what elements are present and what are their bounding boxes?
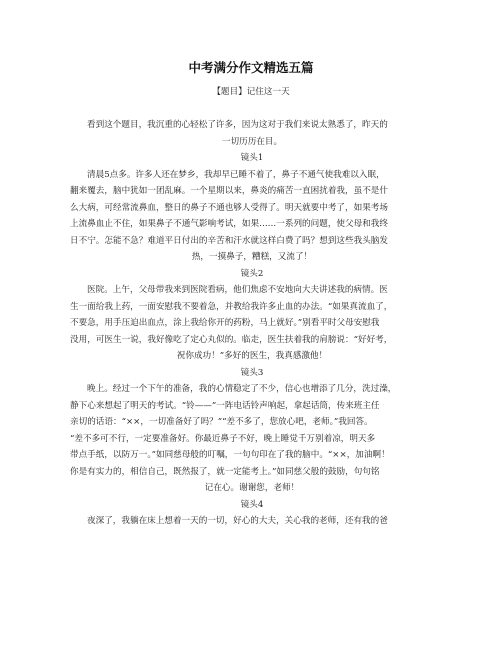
- paragraph-line: 翻来覆去，脑中犹如一团乱麻。一个星期以来，鼻炎的痛苦一直困扰着我，虽不是什: [70, 186, 388, 196]
- paragraph-line: 么大病，可经常流鼻血，整日的鼻子不通也够人受得了。明天就要中考了，如果考场: [70, 202, 388, 213]
- paragraph-line: 你是有实力的，相信自己，既然报了，就一定能考上。”如同慈父般的鼓励，句句铭: [70, 466, 380, 477]
- paragraph-line: 上流鼻血止不住，如果鼻子不通气影响考试，如果……一系列的问题，使父母和我终: [70, 219, 388, 229]
- paragraph-line: 亲切的话语：“××，一切准备好了吗？”“差不多了，您放心吧，老师。”我回答。: [70, 417, 373, 427]
- paragraph-line: 记在心。谢谢您，老师！: [204, 483, 300, 493]
- paragraph-line: 热，一摸鼻子，糟糕，又流了！: [191, 252, 313, 262]
- section-heading: 镜头4: [240, 499, 264, 510]
- paragraph-line: 生一面给我上药，一面安慰我不要着急，并教给我许多止血的办法。“如果真流血了，: [70, 301, 393, 312]
- document-title: 中考满分作文精选五篇: [188, 60, 314, 75]
- paragraph-line: 不要急，用手压迫出血点，涂上我给你开的药粉，马上就好。”别看平时父母安慰我: [70, 318, 380, 328]
- section-heading: 镜头2: [240, 268, 264, 279]
- paragraph-line: 祝你成功！”多好的医生，我真感激他！: [176, 351, 328, 361]
- document-subtitle: 【题目】记住这一天: [212, 87, 290, 97]
- paragraph-line: 一切历历在目。: [221, 136, 283, 147]
- paragraph-line: 没用，可医生一说，我好像吃了定心丸似的。临走，医生扶着我的肩膀说：“好好考，: [70, 334, 393, 345]
- document-body: [70, 117, 434, 530]
- paragraph-line: 夜深了，我躺在床上想着一天的一切，好心的大夫，关心我的老师，还有我的爸: [87, 516, 388, 526]
- paragraph-line: 日不宁。怎能不急？难道平日付出的辛苦和汗水就这样白费了吗？想到这些我头脑发: [70, 235, 388, 246]
- paragraph-line: 看到这个题目，我沉重的心轻松了许多，因为这对于我们来说太熟悉了，昨天的: [87, 120, 388, 130]
- paragraph-line: 晚上。经过一个下午的准备，我的心情稳定了不少，信心也增添了几分，洗过澡，: [87, 384, 397, 394]
- paragraph-line: “差不多可不行，一定要准备好。你最近鼻子不好，晚上睡觉千万别着凉，明天多: [70, 433, 376, 444]
- section-heading: 镜头1: [240, 153, 264, 163]
- paragraph-line: 带点手纸，以防万一。”如同慈母般的叮嘱，一句句印在了我的脑中。“××，加油啊！: [70, 450, 390, 460]
- paragraph-line: 静下心来想起了明天的考试。“铃——”一阵电话铃声响起，拿起话筒，传来班主任: [70, 400, 380, 411]
- paragraph-line: 医院。上午，父母带我来到医院看病，他们焦虑不安地向大夫讲述我的病情。医: [87, 285, 388, 295]
- paragraph-line: 清晨5点多。许多人还在梦乡，我却早已睡不着了，鼻子不通气使我难以入眠，: [87, 169, 385, 180]
- section-heading: 镜头3: [240, 367, 264, 378]
